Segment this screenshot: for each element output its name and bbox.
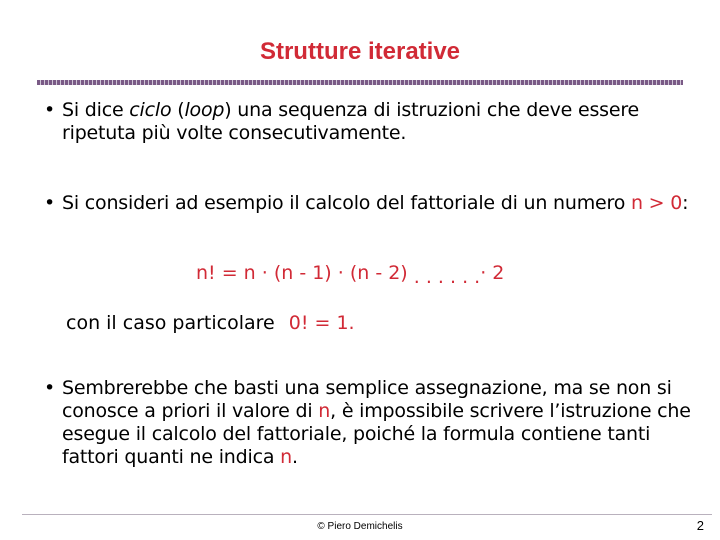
text: , è impossibile scrivere l’istruzione che esegue il calcolo del fattoriale, poiché la formula contiene tanti fattori quanti ne indica: [62, 400, 691, 468]
bullet-marker: •: [44, 377, 56, 399]
page-number: 2: [696, 518, 704, 533]
bullet-factorial-example: [62, 192, 692, 215]
text: Sembrerebbe che basti una semplice assegnazione, ma se non si conosce a priori il valore di: [62, 377, 672, 422]
term-loop: loop: [184, 99, 225, 121]
bullet-marker: •: [44, 99, 56, 121]
special-case-label: con il caso particolare: [66, 312, 275, 334]
condition-n-positive: n > 0: [630, 192, 683, 214]
variable-n: n: [280, 446, 292, 468]
special-case-value: 0! = 1.: [288, 312, 355, 334]
variable-n: n: [318, 400, 331, 422]
text: ) una sequenza di istruzioni che deve essere ripetuta più volte consecutivamente.: [62, 99, 640, 144]
formula-tail: · 2: [480, 262, 505, 284]
footer-divider: [22, 514, 712, 515]
title-divider: [37, 80, 683, 85]
bullet-marker: •: [44, 192, 56, 214]
text: Si consideri ad esempio il calcolo del fattoriale di un numero: [62, 192, 631, 214]
text: .: [291, 446, 298, 468]
footer-copyright: © Piero Demichelis: [317, 521, 403, 532]
text: Si dice: [62, 99, 130, 121]
text: (: [171, 99, 185, 121]
bullet-assignment-note: [62, 377, 692, 469]
bullet-loop-definition: [62, 99, 692, 145]
special-case: [66, 312, 355, 335]
text: :: [682, 192, 689, 214]
factorial-formula: [196, 262, 505, 288]
slide-title: Strutture iterative: [259, 38, 461, 65]
term-ciclo: ciclo: [129, 99, 172, 121]
formula-main: n! = n · (n - 1) · (n - 2): [196, 262, 408, 284]
formula-ellipsis: . . . . . .: [413, 266, 481, 288]
